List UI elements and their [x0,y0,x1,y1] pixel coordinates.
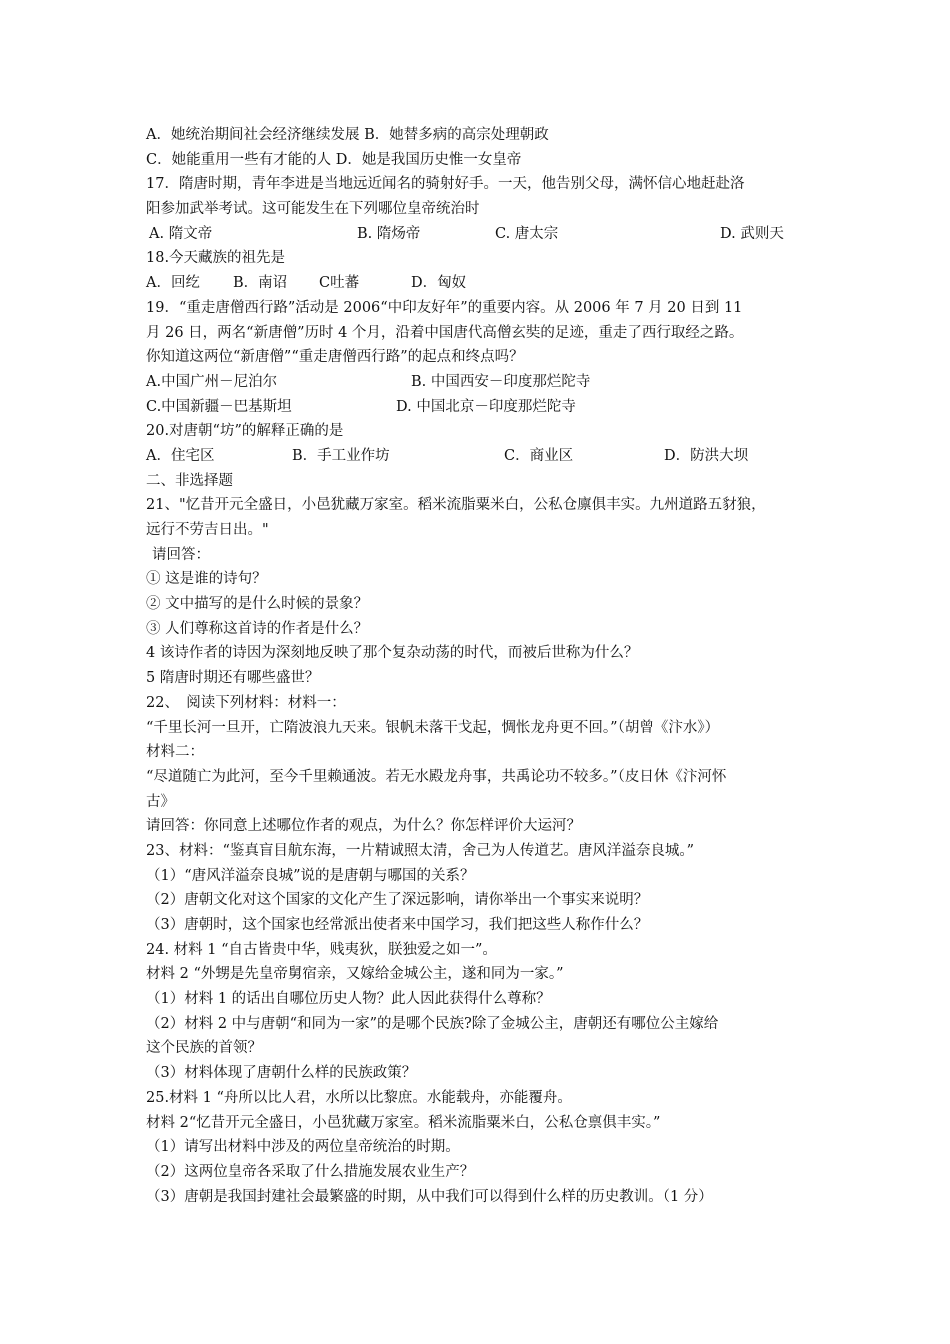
q21-sub-1: ① 这是谁的诗句？ [146,571,267,588]
q22-material-2-line1: “尽道随亡为此河，至今千里赖通波。若无水殿龙舟事，共禹论功不较多。”（皮日休《汴河怀 [146,768,727,785]
q21-prompt: 请回答： [152,546,210,563]
q22-heading: 22、 阅读下列材料：材料一： [146,694,346,711]
q18-option-d: D．匈奴 [411,275,467,292]
q18-option-b: B．南诏 [233,275,288,292]
q19-stem-line3: 你知道这两位“新唐僧”“重走唐僧西行路”的起点和终点吗？ [146,349,524,366]
q18-option-c: C吐蕃 [319,275,360,292]
q21-sub-3: ③ 人们尊称这首诗的作者是什么？ [146,620,369,637]
q23-sub-1: （1）“唐风洋溢奈良城”说的是唐朝与哪国的关系？ [146,867,475,884]
q18-options [146,271,826,296]
section-2-heading: 二、非选择题 [146,472,233,489]
q17-option-a: A. 隋文帝 [149,225,213,242]
q20-stem: 20.对唐朝“坊”的解释正确的是 [146,423,344,440]
q17-stem-line2: 阳参加武举考试。这可能发生在下列哪位皇帝统治时 [146,201,480,218]
q25-sub-1: （1）请写出材料中涉及的两位皇帝统治的时期。 [146,1139,460,1156]
q19-options-row1 [146,370,826,395]
q21-text-line1: 21、"忆昔开元全盛日，小邑犹藏万家室。稻米流脂粟米白，公私仓廪俱丰实。九州道路五豺狼， [146,497,766,514]
q23-heading: 23、材料：“鉴真盲目航东海，一片精诚照太清，舍己为人传道艺。唐风洋溢奈良城。” [146,842,695,859]
q18-option-a: A．回纥 [146,275,200,292]
q25-material-2: 材料 2“忆昔开元全盛日，小邑犹藏万家室。稻米流脂粟米白，公私仓禀俱丰实。” [146,1114,661,1131]
q20-option-a: A．住宅区 [146,447,215,464]
q19-stem-line2: 月 26 日，两名“新唐僧”历时 4 个月，沿着中国唐代高僧玄奘的足迹，重走了西行取经之路。 [146,324,744,341]
q19-stem-line1: 19．“重走唐僧西行路”活动是 2006“中印友好年”的重要内容。从 2006 年 7 月 20 日到 11 [146,299,743,316]
q16-options-line2: C．她能重用一些有才能的人 D．她是我国历史惟一女皇帝 [146,151,522,168]
q19-option-a: A.中国广州－尼泊尔 [146,373,278,390]
q24-material-2: 材料 2 “外甥是先皇帝舅宿亲，又嫁给金城公主，遂和同为一家。” [146,966,564,983]
q18-stem: 18.今天藏族的祖先是 [146,250,286,267]
q17-option-d: D. 武则天 [720,225,784,242]
q22-question: 请回答：你同意上述哪位作者的观点，为什么？你怎样评价大运河？ [146,818,581,835]
q20-option-c: C．商业区 [504,447,574,464]
q25-sub-3: （3）唐朝是我国封建社会最繁盛的时期，从中我们可以得到什么样的历史教训。（1 分） [146,1188,713,1205]
q19-options-row2 [146,395,826,420]
q17-option-b: B. 隋炀帝 [357,225,421,242]
q21-sub-2: ② 文中描写的是什么时候的景象？ [146,596,369,613]
q22-material-2-heading: 材料二： [146,744,204,761]
q24-sub-2-line2: 这个民族的首领？ [146,1040,262,1057]
q19-option-c: C.中国新疆－巴基斯坦 [146,398,292,415]
q17-stem-line1: 17．隋唐时期，青年李进是当地远近闻名的骑射好手。一天，他告别父母，满怀信心地赶赴洛 [146,176,745,193]
q19-option-d: D. 中国北京－印度那烂陀寺 [396,398,576,415]
q20-options [146,444,826,469]
q20-option-d: D．防洪大坝 [664,447,749,464]
q21-text-line2: 远行不劳吉日出。" [146,522,269,538]
q22-material-2-line2: 古》 [146,793,175,810]
q17-option-c: C. 唐太宗 [495,225,559,242]
q24-sub-1: （1）材料 1 的话出自哪位历史人物？此人因此获得什么尊称？ [146,991,551,1008]
q23-sub-2: （2）唐朝文化对这个国家的文化产生了深远影响，请你举出一个事实来说明？ [146,892,649,909]
q24-material-1: 24. 材料 1 “自古皆贵中华，贱夷狄，朕独爱之如一”。 [146,941,497,958]
q19-option-b: B. 中国西安－印度那烂陀寺 [411,373,591,390]
q21-sub-4: 4 该诗作者的诗因为深刻地反映了那个复杂动荡的时代，而被后世称为什么？ [146,645,639,662]
q24-sub-2-line1: （2）材料 2 中与唐朝“和同为一家”的是哪个民族?除了金城公主，唐朝还有哪位公主嫁给 [146,1015,719,1032]
q16-options-line1: A．她统治期间社会经济继续发展 B．她替多病的高宗处理朝政 [146,127,549,143]
q22-material-1: “千里长河一旦开，亡隋波浪九天来。银帆未落干戈起，惆怅龙舟更不回。”（胡曾《汴水》） [146,719,720,736]
q20-option-b: B．手工业作坊 [292,447,390,464]
q21-sub-5: 5 隋唐时期还有哪些盛世？ [146,670,320,687]
q17-options [146,222,826,247]
exam-page [146,123,826,1209]
q24-sub-3: （3）材料体现了唐朝什么样的民族政策？ [146,1065,417,1082]
q23-sub-3: （3）唐朝时，这个国家也经常派出使者来中国学习，我们把这些人称作什么？ [146,917,649,933]
q25-material-1: 25.材料 1 “舟所以比人君，水所以比黎庶。水能载舟，亦能覆舟。 [146,1089,572,1106]
q25-sub-2: （2）这两位皇帝各采取了什么措施发展农业生产？ [146,1163,475,1180]
